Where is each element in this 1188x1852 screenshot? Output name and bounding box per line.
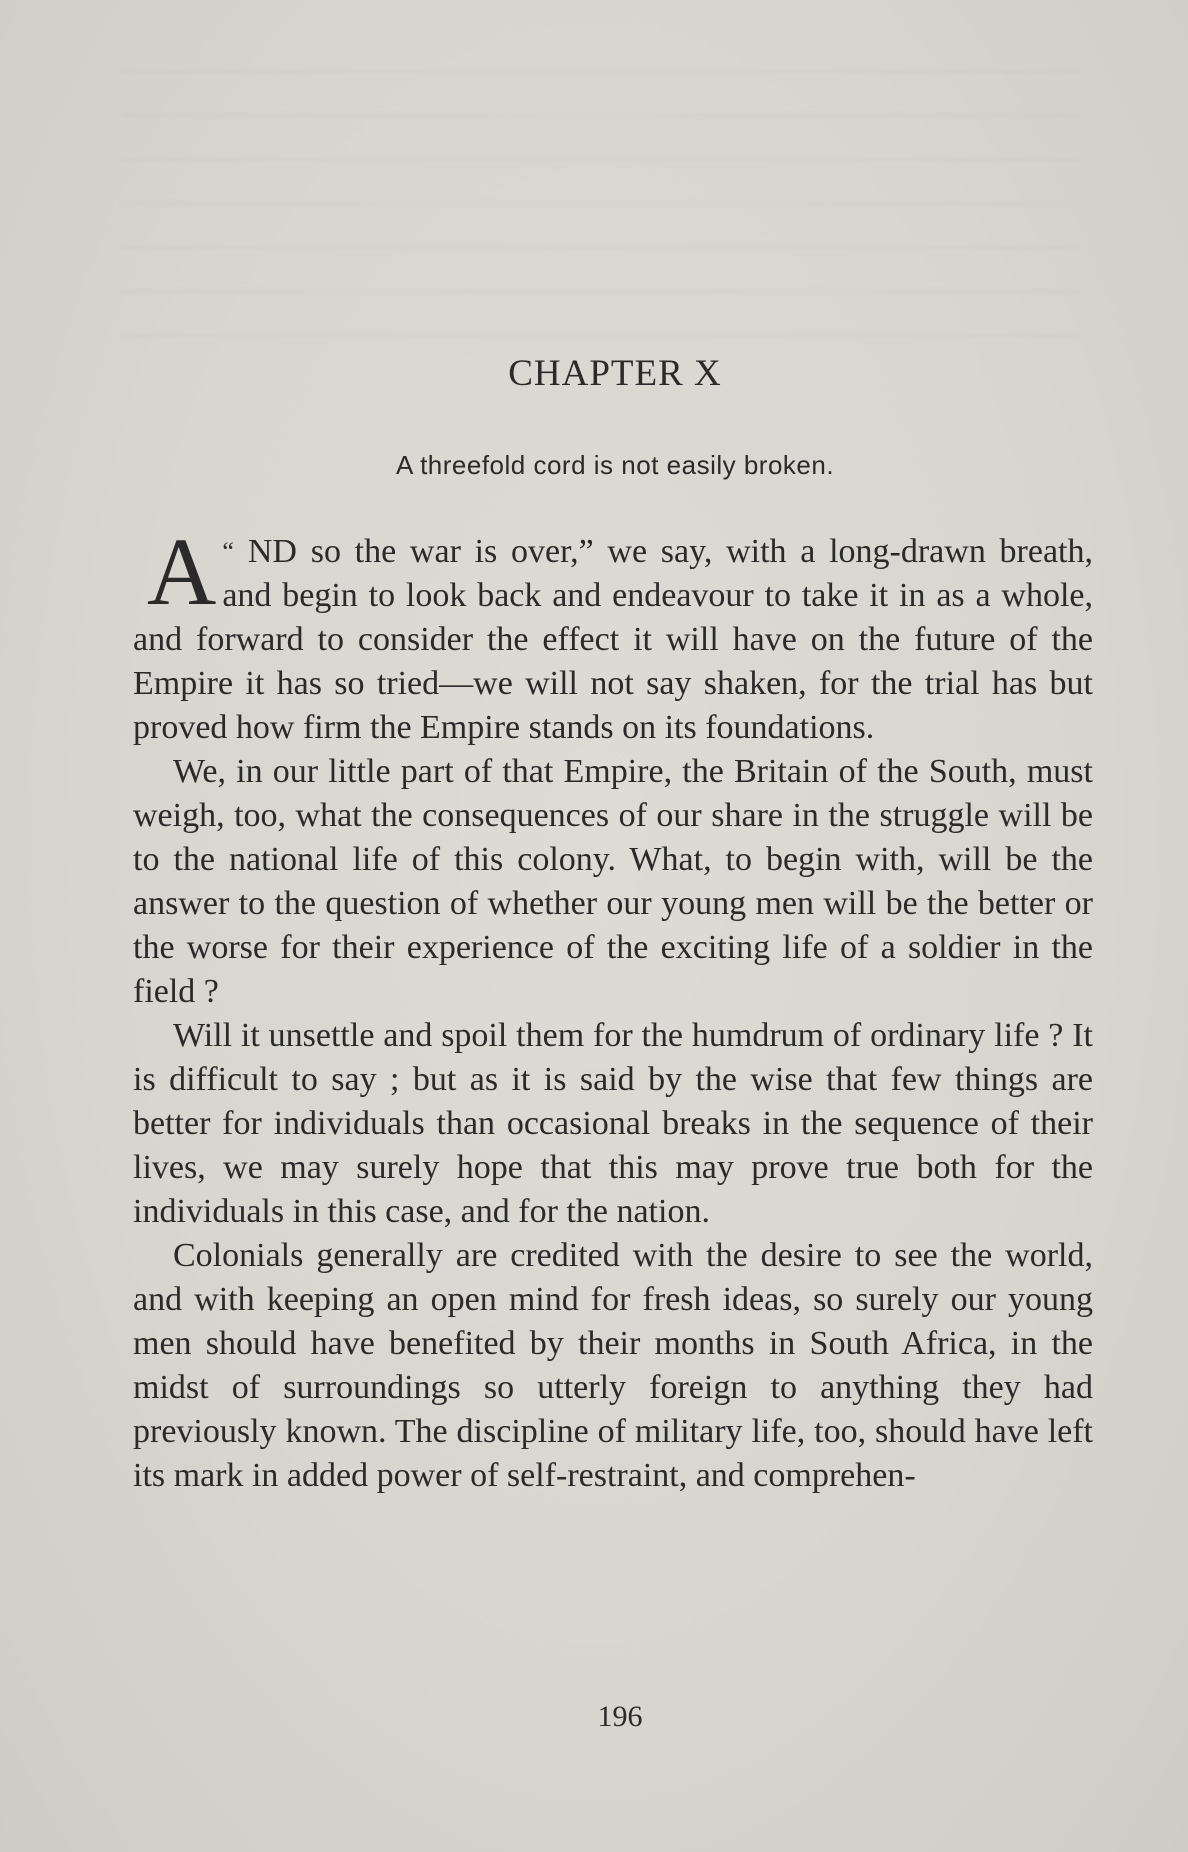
paragraph xyxy=(133,518,1093,750)
show-through-text xyxy=(120,40,1080,370)
epigraph: A threefold cord is not easily broken. xyxy=(395,450,835,480)
chapter-title: CHAPTER X xyxy=(508,353,722,394)
paragraph: Will it unsettle and spoil them for the humdrum of ordinary life ? It is difficult to say ; but as it is said by the wise that few things are better for individuals than occasional breaks in the sequence of their lives, we may surely hope that this may prove true both for the individuals in this case, and for the nation. xyxy=(133,1017,1093,1230)
opening-quote: “ xyxy=(222,537,234,566)
paragraph: We, in our little part of that Empire, the Britain of the South, must weigh, too, what the consequences of our share in the struggle will be to the national life of this colony. What, to begin with, will be the answer to the question of whether our young men will be the better or the worse for their experience of the exciting life of a soldier in the field ? xyxy=(133,753,1093,1010)
page-number: 196 xyxy=(597,1700,643,1733)
drop-cap: A xyxy=(147,518,217,625)
paragraph-text: ND so the war is over,” we say, with a long-drawn breath, and begin to look back and endeavour to take it in as a whole, and forward to consider the effect it will have on the future of the Empire it has so tried—we will not say shaken, for the trial has but proved how firm the Empire stands on its foundations. xyxy=(133,533,1093,746)
chapter-body xyxy=(133,518,1093,1498)
paragraph: Colonials generally are credited with the desire to see the world, and with keeping an open mind for fresh ideas, so surely our young men should have benefited by their months in South Africa, in the midst of surroundings so utterly foreign to anything they had previously known. The discipline of military life, too, should have left its mark in added power of self-restraint, and comprehen- xyxy=(133,1237,1093,1494)
